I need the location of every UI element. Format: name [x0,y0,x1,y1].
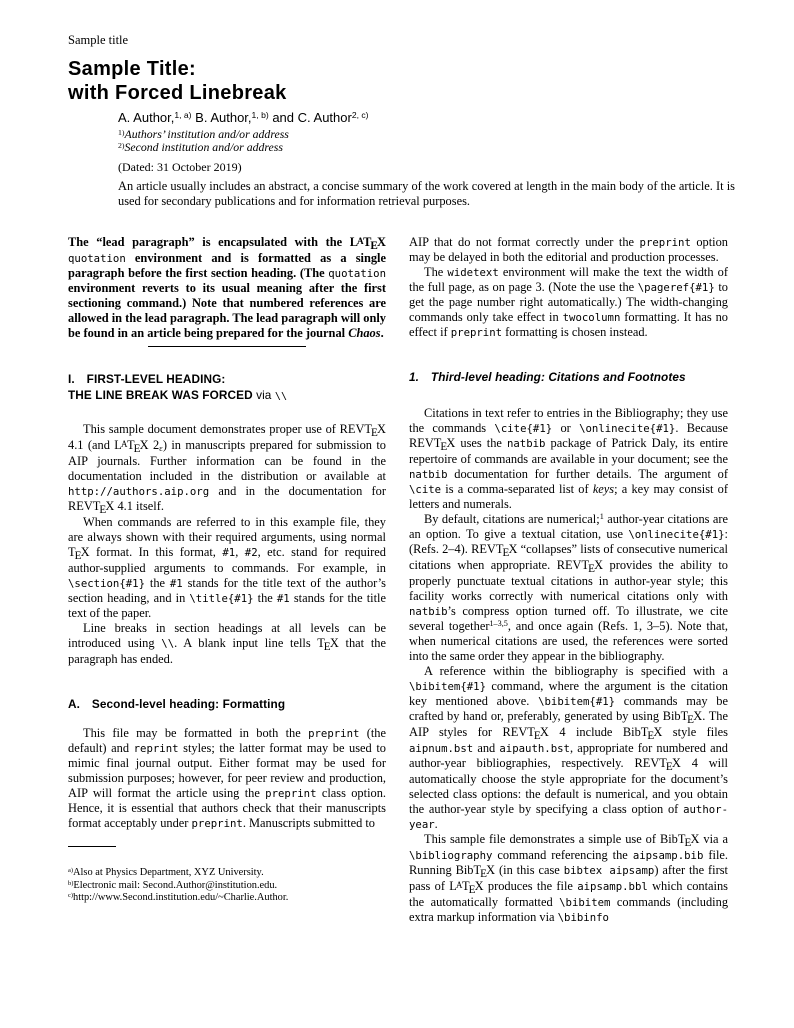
text-span: $L^ATEX$ [449,879,484,896]
text-span: is a comma-separated list of [441,482,593,496]
heading-line [68,388,287,402]
text-span: THE LINE BREAK WAS FORCED [68,387,257,402]
text-span: This file may be formatted in both the [83,726,309,740]
title-line-2: with Forced Linebreak [68,82,287,104]
text-span: BibTEX [659,832,700,849]
tex-logo-e: E [480,867,487,880]
code-span: \\ [161,637,175,650]
code-span: twocolumn [562,311,621,324]
lead-paragraph [68,235,386,341]
paragraph [68,621,386,667]
tex-logo-e: E [99,503,107,516]
text-span: AIP that do not format correctly under the [409,235,640,249]
code-span: \section{#1} [68,577,145,590]
tex-logo-e: E [533,729,541,742]
tex-logo-e: E [74,549,82,562]
text-span: ; a key may consist of letters and numerals. [409,482,728,511]
text-span: . Manuscripts submitted to [242,816,376,830]
text-span: environment will make the text the width of the full page, as on page 3. (Note the use the [409,265,728,294]
text-span: class option. Hence, it is essential that authors check that their manuscripts format acceptably under [68,786,386,830]
text-span: Line breaks in section headings at all levels can be introduced using [68,621,386,650]
text-span: This sample file demonstrates a simple use of [424,832,660,846]
text-span: provides the ability to properly punctuate textual citations in author-year style; this facility works correctly with numerical citations only with [409,558,728,603]
title-line-1: Sample Title: [68,58,197,80]
superscript: 1, b) [251,110,269,121]
text-span: the [145,576,170,590]
text-span: , [235,545,245,559]
text-span: stands for the title text of the author’s section heading, and in [68,576,386,605]
superscript: 1, a) [174,110,192,121]
text-span: file. Running [409,848,728,877]
text-span: REVTEX [409,436,456,453]
code-span: preprint [308,727,360,740]
right-column [409,235,728,925]
paragraph [409,265,728,340]
text-span: “collapses” lists of consecutive numerical citations when appropriate. [409,542,728,572]
text-span: command, where the argument is the citation key mentioned above. [409,679,728,708]
paragraph [409,664,728,832]
text-span: BibTEX [455,863,496,880]
code-span: preprint [450,326,503,339]
text-span: Authors’ institution and/or address [124,127,289,141]
text-span: which contains the automatically formatted [409,879,728,909]
text-span: Chaos [348,326,381,340]
code-span: aipauth.bst [499,742,570,755]
paragraph [409,235,728,265]
code-span: aipsamp.bbl [577,880,648,893]
text-span: . [380,326,384,340]
section-heading-h3 [409,370,728,385]
text-span: that the paragraph has ended. [68,636,386,666]
text-span: I. FIRST-LEVEL HEADING: [68,372,226,386]
code-span: \pageref{#1} [637,281,715,294]
text-span: 4 will automatically choose the style appropriate for the document’s selected class options: the default is numerical, and you obtain the author-year style by specifying a class option of [409,756,728,816]
text-span: By default, citations are numerical; [424,512,600,526]
text-span: REVTEX [339,422,386,439]
text-span: Citations in text refer to entries in the Bibliography; they use the commands [409,406,728,435]
text-span: The “lead paragraph” is encapsulated with the [68,235,350,249]
text-span: ) in manuscripts prepared for submission to AIP journals. Further information can be found in the documentation included in the distribution or available at [68,438,387,483]
text-span: When commands are referred to in this example file, they are always shown with their required arguments, using normal [68,515,386,544]
text-span: stands for the title text of the paper. [68,591,386,620]
latex-logo-a: A [357,235,364,246]
code-span: \bibitem [559,896,611,909]
latex-logo-a: A [120,438,128,449]
footnote [68,867,386,880]
running-header: Sample title [68,33,129,47]
superscript: 1 [599,512,604,522]
superscript: 1–3,5 [489,619,508,629]
tex-logo-e: E [440,440,448,453]
tex-logo-e: E [647,729,655,742]
tex-logo-e: E [588,562,595,575]
text-span: 1. Third-level heading: Citations and Footnotes [409,370,686,384]
text-span: command referencing the [492,848,633,862]
code-span: preprint [191,817,243,830]
code-span: quotation [68,252,126,265]
heading-line [409,370,686,384]
tex-logo-e: E [687,713,694,726]
paragraph [68,422,386,515]
code-span: \title{#1} [189,592,254,605]
code-span: \cite{#1} [494,422,553,435]
text-span: via a [699,832,728,846]
abstract: An article usually includes an abstract, a concise summary of the work covered at length in the main body of the article. It is used for secondary publications and for information retrieval purposes. [118,179,735,209]
text-span: formatting. It has no effect if [409,310,728,339]
text-span: REVTEX [634,756,681,773]
text-span: . A blank input line tells [174,636,318,650]
text-span: package of Patrick Daly, its entire repertoire of commands are available in your document; see the [409,436,728,466]
code-span: #2 [244,546,258,559]
code-span: #1 [276,592,290,605]
text-span: commands may be crafted by hand or, preferably, generated by using [409,694,728,723]
superscript: c) [68,892,74,900]
tex-logo-e: E [684,836,692,849]
tex-logo-e: E [502,546,510,559]
text-span: formatting is chosen instead. [502,325,648,339]
text-span: to get the page number right automatically.) The width-changing commands only take effect in [409,280,728,324]
text-span: produces the file [483,879,578,893]
latex-logo-a: A [455,879,463,890]
tex-logo-e: E [370,426,378,439]
paper-title [68,57,287,105]
code-span: preprint [639,236,691,249]
code-span: \bibitem{#1} [538,695,616,708]
tex-logo-e: E [370,239,378,252]
text-span: uses the [455,436,507,450]
text-span: ’s compress option turned off. To illustrate, we cite several together [409,604,728,633]
paragraph [68,515,386,621]
text-span: : (Refs. 2–4). [409,527,728,556]
text-span: BibTEX [662,709,703,726]
text-span: , etc. stand for required author-supplied arguments to commands. For example, in [68,545,386,575]
text-span: REVTEX [471,542,518,559]
code-span: natbib [409,605,448,618]
footnote [68,892,386,905]
text-span: style files [662,725,728,739]
text-span: This sample document demonstrates proper use of [83,422,340,436]
text-span: environment and is formatted as a single paragraph before the first section heading. (The [68,251,386,280]
code-span: natbib [506,437,546,450]
tex-logo-e: E [323,640,331,653]
code-span: \bibitem{#1} [409,680,486,693]
text-span: TEX [317,636,339,653]
text-span: and C. Author [268,110,352,125]
text-span: The [424,265,448,279]
code-span: quotation [328,267,386,280]
text-span: B. Author, [191,110,252,125]
code-span: \\ [274,390,288,402]
text-span: , and once again (Refs. 1, 3–5). Note that, when numerical citations are used, the references were sorted into the same order they appear in the bibliography. [409,619,728,663]
text-span: ε [159,443,163,454]
text-span: TEX [68,545,90,562]
text-span: the [253,591,277,605]
text-span: styles; the latter format may be used to mimic final journal output. Either format may be used for submission purposes; however, for peer review and production, AIP will format the article using the [68,741,386,800]
text-span: Electronic mail: Second.Author@institution.edu. [73,879,278,891]
superscript: 2, c) [351,110,369,121]
code-span: \onlinecite{#1} [628,528,725,541]
text-span: or [552,421,580,435]
text-span: format. In this format, [89,545,223,559]
text-span: . [434,817,438,831]
footnote-rule [68,846,116,847]
code-span: aipsamp.bib [632,849,704,862]
text-span: keys [592,482,615,496]
text-span: $L^ATEX$ [349,235,386,252]
text-span: REVTEX [502,725,549,742]
text-span: BibTEX [622,725,663,742]
code-span: reprint [133,742,179,755]
text-span: A reference within the bibliography is specified with a [424,664,728,678]
tex-logo-e: E [665,760,673,773]
text-span: A. Second-level heading: Formatting [68,697,286,711]
paragraph [68,726,386,831]
tex-logo-e: E [133,442,141,455]
text-span: (in this case [495,863,564,877]
text-span: . The AIP styles for [409,709,728,739]
text-span: ) after the first pass of [409,863,728,893]
code-span: natbib [409,468,448,481]
text-span: , appropriate for numbered and author-year bibliographies, respectively. [409,741,728,770]
text-span: via [256,387,275,402]
text-span: author-year citations are an option. To give a textual citation, use [409,512,728,541]
superscript: 2) [118,140,125,150]
code-span: widetext [447,266,499,279]
heading-line [68,372,225,386]
text-span: documentation for further details. The argument of [447,467,728,481]
left-column [68,235,386,905]
paragraph [409,406,728,512]
code-span: http://authors.aip.org [68,485,210,498]
text-span: option may be delayed in both the editorial and production processes. [409,235,729,264]
text-span: Also at Physics Department, XYZ University. [73,867,264,878]
code-span: aipnum.bst [409,742,474,755]
code-span: bibtex aipsamp [563,864,655,877]
text-span: 2 [148,438,160,452]
text-span: A. Author, [118,110,175,125]
text-span: REVTEX [556,558,604,575]
code-span: author-year [409,803,728,831]
code-span: #1 [222,546,236,559]
section-heading-h1 [68,372,386,404]
text-span: Second institution and/or address [124,140,283,154]
paragraph [409,512,728,664]
code-span: \bibliography [409,849,493,862]
affiliation-2 [118,140,283,155]
dated-line: (Dated: 31 October 2019) [118,160,242,174]
text-span: REVTEX [68,499,115,516]
code-span: \bibinfo [557,911,609,924]
author-list [118,110,369,125]
superscript: 1) [118,127,125,137]
code-span: preprint [265,787,317,800]
text-span: . Because [675,421,729,435]
heading-line [68,697,285,711]
text-span: 4.1 (and [68,438,115,452]
text-span: and in the documentation for [209,484,386,498]
text-span: environment reverts to its usual meaning after the first sectioning command.) Note that numbered references are allowed in the lead paragraph. The lead paragraph will only be found in an article being prepared for the journal [68,281,386,340]
text-span: http://www.Second.institution.edu/~Charlie.Author. [73,892,289,903]
code-span: \onlinecite{#1} [579,422,676,435]
separator-rule [148,346,306,347]
code-span: #1 [169,577,183,590]
text-span: 4 include [548,725,623,739]
paragraph [409,832,728,925]
superscript: a) [68,867,74,875]
text-span: $L^ATEX$ [114,438,149,455]
text-span: and [473,741,500,755]
code-span: \cite [409,483,442,496]
superscript: b) [68,879,74,887]
text-span: commands (including extra markup information via [409,895,729,924]
tex-logo-e: E [468,883,476,896]
text-span: 4.1 itself. [114,499,164,513]
text-span: (the default) and [68,726,386,755]
section-heading-h2 [68,697,386,712]
footnote [68,880,386,893]
